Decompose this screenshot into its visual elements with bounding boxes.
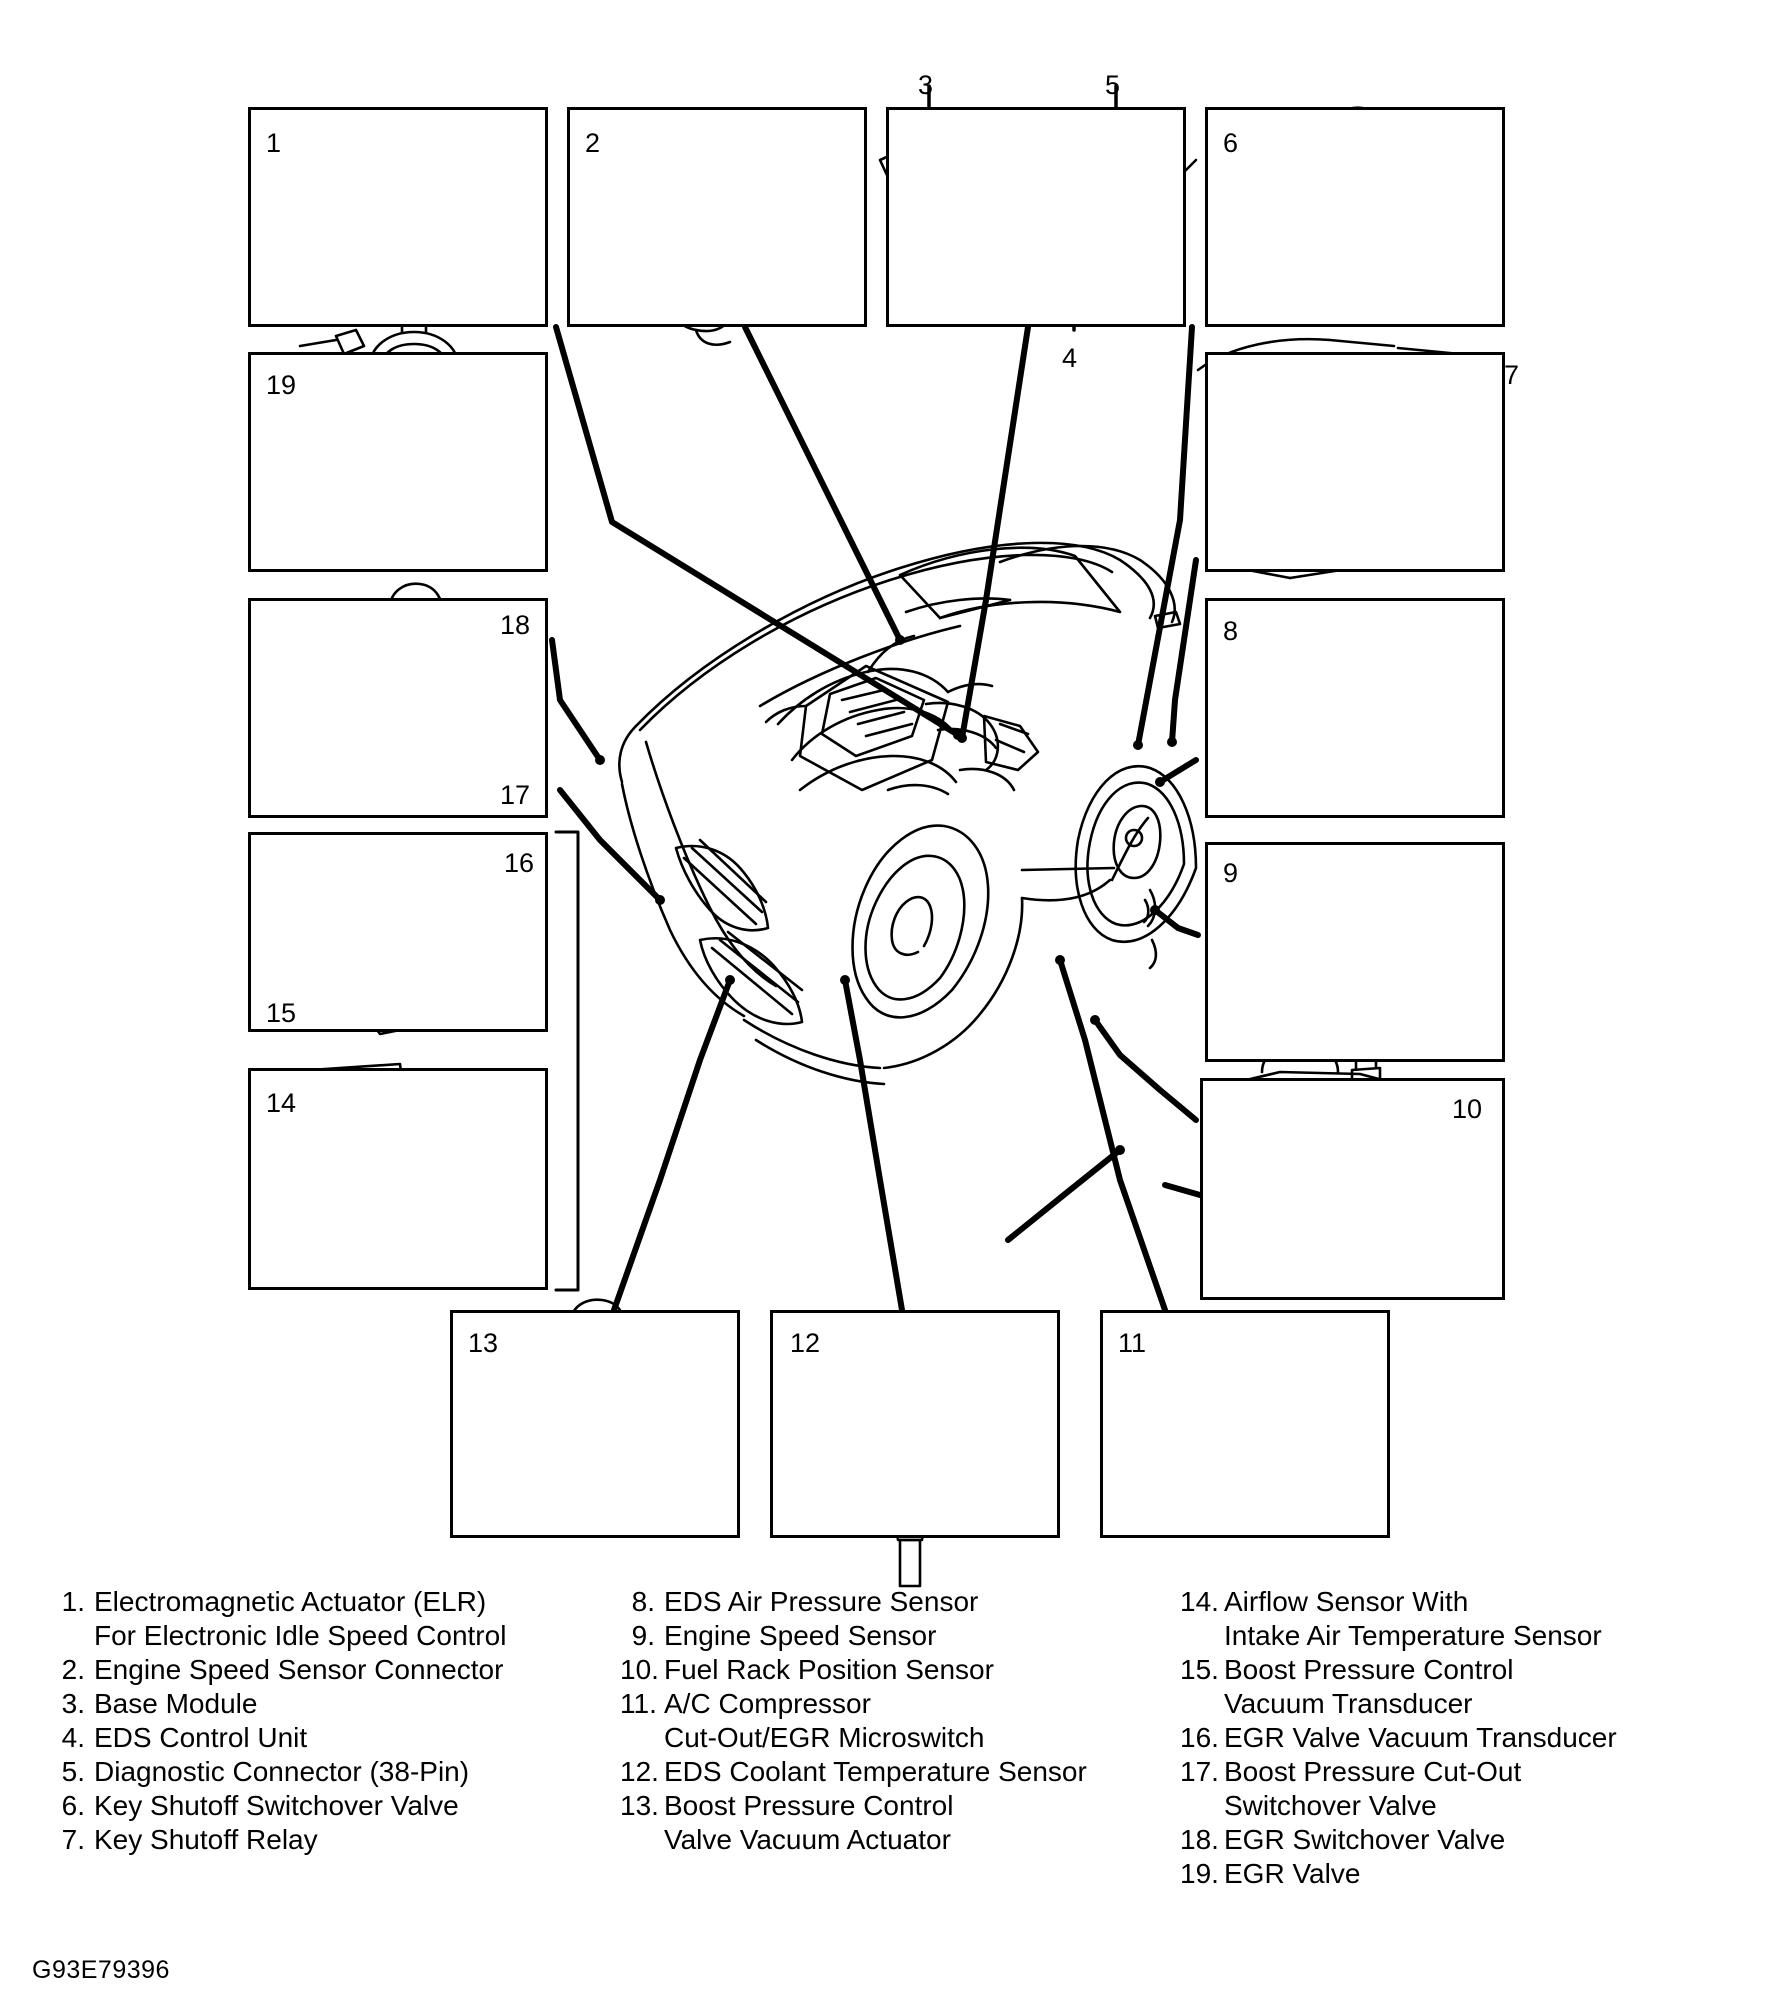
- panel-2: [567, 107, 867, 327]
- legend-item-number: 19.: [1180, 1858, 1219, 1889]
- legend-item-text: EGR Switchover Valve: [1224, 1824, 1506, 1855]
- panel-6: [1205, 107, 1505, 327]
- legend-line-2: Cut-Out/EGR Microswitch: [664, 1722, 985, 1753]
- legend-item-text: Key Shutoff Switchover Valve: [94, 1790, 459, 1821]
- panel-8: [1205, 598, 1505, 818]
- legend-item-text: [1224, 1653, 1760, 1721]
- legend-line-2: Valve Vacuum Actuator: [664, 1824, 951, 1855]
- legend-item-text: Key Shutoff Relay: [94, 1824, 318, 1855]
- panel-number-16: 16: [504, 848, 535, 878]
- legend-item-number: 10.: [620, 1654, 659, 1685]
- legend-item: [60, 1755, 620, 1789]
- legend-line-1: Electromagnetic Actuator (ELR): [94, 1586, 487, 1617]
- panel-number-2: 2: [585, 128, 601, 158]
- legend-item: [1180, 1823, 1760, 1857]
- legend-item-number: 11.: [620, 1688, 657, 1719]
- legend-item-text: Engine Speed Sensor: [664, 1620, 937, 1651]
- legend-line-2: For Electronic Idle Speed Control: [94, 1620, 507, 1651]
- panel-number-6: 6: [1223, 128, 1239, 158]
- legend-item: [620, 1619, 1180, 1653]
- legend-item-text: [1224, 1755, 1760, 1823]
- legend-line-1: Boost Pressure Control: [1224, 1654, 1514, 1685]
- legend-item-text: EGR Valve Vacuum Transducer: [1224, 1722, 1617, 1753]
- legend-item-text: [664, 1789, 1180, 1857]
- legend-item-number: 12.: [620, 1756, 659, 1787]
- legend-column-3: [1180, 1585, 1760, 1891]
- legend-item-text: [94, 1585, 620, 1653]
- legend-item-text: EDS Coolant Temperature Sensor: [664, 1756, 1087, 1787]
- legend-item-number: 4.: [61, 1722, 85, 1753]
- legend-item-number: 6.: [61, 1790, 85, 1821]
- panel-9: [1205, 842, 1505, 1062]
- legend-item-number: 14.: [1180, 1586, 1219, 1617]
- legend-item: [1180, 1653, 1760, 1721]
- legend-item: [60, 1653, 620, 1687]
- panel-number-13: 13: [468, 1328, 499, 1358]
- legend-item: [1180, 1585, 1760, 1653]
- panel-number-1: 1: [266, 128, 282, 158]
- legend-item-number: 13.: [620, 1790, 659, 1821]
- panel-number-8: 8: [1223, 616, 1239, 646]
- panel-number-10: 10: [1452, 1094, 1483, 1124]
- panel-number-14: 14: [266, 1088, 297, 1118]
- legend-item-number: 17.: [1180, 1756, 1219, 1787]
- legend-line-2: Vacuum Transducer: [1224, 1688, 1473, 1719]
- legend-item: [60, 1687, 620, 1721]
- legend-item: [620, 1789, 1180, 1857]
- legend-item: [60, 1823, 620, 1857]
- panel-3-4-5: [886, 107, 1186, 327]
- legend-item-number: 16.: [1180, 1722, 1219, 1753]
- legend-line-2: Intake Air Temperature Sensor: [1224, 1620, 1602, 1651]
- legend-column-1: [60, 1585, 620, 1857]
- callout-number-7: 7: [1504, 360, 1520, 390]
- legend-item-number: 2.: [61, 1654, 85, 1685]
- panel-7: [1205, 352, 1505, 572]
- legend-item: [620, 1687, 1180, 1755]
- panel-1: [248, 107, 548, 327]
- legend-item: [620, 1653, 1180, 1687]
- legend-line-1: A/C Compressor: [664, 1688, 871, 1719]
- legend-item-number: 1.: [61, 1586, 85, 1617]
- legend-item-number: 18.: [1180, 1824, 1219, 1855]
- panel-number-15: 15: [266, 998, 297, 1028]
- legend-item: [60, 1721, 620, 1755]
- legend-item-text: [1224, 1585, 1760, 1653]
- callout-number-5: 5: [1105, 70, 1121, 100]
- callout-number-3: 3: [918, 70, 934, 100]
- legend-item-text: Fuel Rack Position Sensor: [664, 1654, 994, 1685]
- legend-item-number: 3.: [61, 1688, 85, 1719]
- legend-item: [1180, 1755, 1760, 1823]
- legend-item: [620, 1585, 1180, 1619]
- legend-item-text: Diagnostic Connector (38-Pin): [94, 1756, 470, 1787]
- legend-line-1: Boost Pressure Cut-Out: [1224, 1756, 1522, 1787]
- legend-item-number: 8.: [631, 1586, 655, 1617]
- legend-item: [60, 1585, 620, 1653]
- legend-line-2: Switchover Valve: [1224, 1790, 1437, 1821]
- legend-item: [620, 1755, 1180, 1789]
- legend-column-2: [620, 1585, 1180, 1857]
- panel-number-19: 19: [266, 370, 297, 400]
- legend: [0, 1585, 1769, 1915]
- legend-item-text: EDS Control Unit: [94, 1722, 308, 1753]
- legend-item-text: EGR Valve: [1224, 1858, 1361, 1889]
- legend-item-number: 15.: [1180, 1654, 1219, 1685]
- panel-number-12: 12: [790, 1328, 821, 1358]
- legend-item: [60, 1789, 620, 1823]
- callout-number-4: 4: [1062, 343, 1078, 373]
- legend-item-text: EDS Air Pressure Sensor: [664, 1586, 979, 1617]
- legend-line-1: Airflow Sensor With: [1224, 1586, 1469, 1617]
- panel-number-11: 11: [1118, 1328, 1147, 1358]
- figure-code: G93E79396: [32, 1956, 170, 1984]
- legend-line-1: Boost Pressure Control: [664, 1790, 954, 1821]
- legend-item: [1180, 1857, 1760, 1891]
- legend-item-text: Engine Speed Sensor Connector: [94, 1654, 504, 1685]
- panel-number-9: 9: [1223, 858, 1239, 888]
- panel-number-18: 18: [500, 610, 531, 640]
- legend-item-number: 9.: [631, 1620, 655, 1651]
- legend-item-number: 7.: [61, 1824, 85, 1855]
- legend-item-text: Base Module: [94, 1688, 258, 1719]
- legend-item-text: [664, 1687, 1180, 1755]
- panel-number-17: 17: [500, 780, 531, 810]
- legend-item: [1180, 1721, 1760, 1755]
- legend-item-number: 5.: [61, 1756, 85, 1787]
